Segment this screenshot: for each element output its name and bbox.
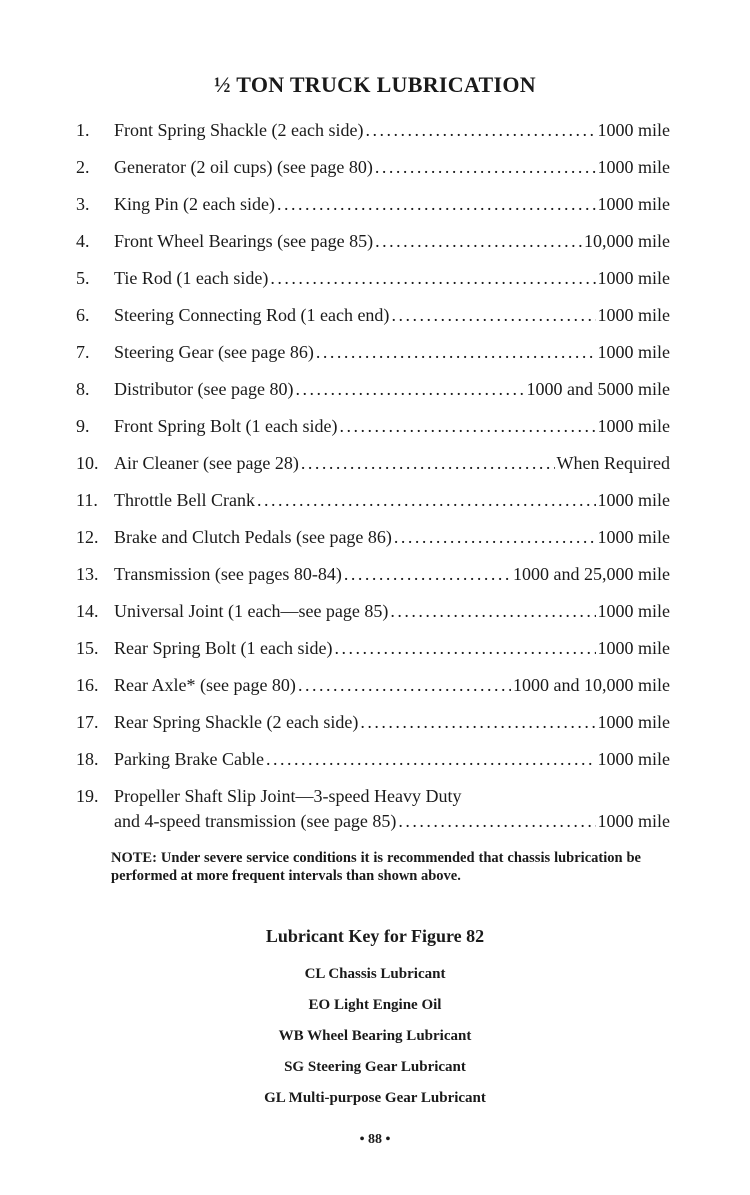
lubricant-key-item: SG Steering Gear Lubricant	[284, 1059, 466, 1075]
item-label: Air Cleaner (see page 28)	[114, 453, 299, 473]
item-label: Generator (2 oil cups) (see page 80)	[114, 157, 373, 177]
item-number: 16.	[76, 675, 99, 695]
list-item	[76, 379, 670, 416]
leader-dots	[375, 231, 582, 252]
leader-dots	[375, 157, 596, 178]
page-title: ½ TON TRUCK LUBRICATION	[214, 72, 536, 97]
item-interval: 1000 mile	[597, 749, 670, 769]
item-label: Tie Rod (1 each side)	[114, 268, 269, 288]
lubricant-key-item: CL Chassis Lubricant	[304, 966, 446, 982]
service-note: NOTE: Under severe service conditions it is recommended that chassis lubrication be performed at more frequent intervals than shown above.	[111, 850, 641, 884]
lubrication-list	[76, 120, 670, 832]
list-item	[76, 416, 670, 453]
list-item	[76, 453, 670, 490]
item-number: 7.	[76, 342, 90, 362]
item-interval: 1000 mile	[597, 527, 670, 547]
list-item	[76, 231, 670, 268]
item-label: Front Spring Bolt (1 each side)	[114, 416, 338, 436]
item-number: 14.	[76, 601, 99, 621]
list-item	[76, 638, 670, 675]
leader-dots	[257, 490, 596, 511]
leader-dots	[316, 342, 596, 363]
item-label: Throttle Bell Crank	[114, 490, 255, 510]
lubricant-key-title: Lubricant Key for Figure 82	[265, 926, 485, 946]
item-interval: When Required	[556, 453, 670, 473]
item-label: Rear Spring Shackle (2 each side)	[114, 712, 359, 732]
item-interval: 1000 mile	[597, 638, 670, 658]
item-label: Rear Axle* (see page 80)	[114, 675, 296, 695]
item-number: 18.	[76, 749, 99, 769]
item-interval: 1000 mile	[597, 490, 670, 510]
leader-dots	[344, 564, 511, 585]
list-item	[76, 120, 670, 157]
item-interval: 1000 and 25,000 mile	[513, 564, 670, 584]
item-label: Distributor (see page 80)	[114, 379, 294, 399]
leader-dots	[390, 601, 595, 622]
leader-dots	[398, 811, 595, 832]
leader-dots	[394, 527, 596, 548]
list-item	[76, 490, 670, 527]
item-number: 5.	[76, 268, 90, 288]
item-number: 3.	[76, 194, 90, 214]
item-label: Universal Joint (1 each—see page 85)	[114, 601, 389, 621]
list-item	[76, 675, 670, 712]
item-interval: 1000 mile	[597, 601, 670, 621]
item-number: 12.	[76, 527, 99, 547]
leader-dots	[277, 194, 596, 215]
item-label: Parking Brake Cable	[114, 749, 264, 769]
item-interval: 1000 mile	[597, 712, 670, 732]
list-item	[76, 786, 670, 832]
lubricant-key-item: WB Wheel Bearing Lubricant	[278, 1028, 472, 1044]
list-item	[76, 194, 670, 231]
list-item	[76, 527, 670, 564]
list-item	[76, 157, 670, 194]
leader-dots	[365, 120, 595, 141]
lubricant-key-item: GL Multi-purpose Gear Lubricant	[264, 1090, 486, 1106]
item-number: 8.	[76, 379, 90, 399]
list-item	[76, 712, 670, 749]
item-number: 17.	[76, 712, 99, 732]
leader-dots	[301, 453, 555, 474]
lubricant-key-item: EO Light Engine Oil	[308, 997, 442, 1013]
item-label: Front Spring Shackle (2 each side)	[114, 120, 364, 140]
item-number: 9.	[76, 416, 90, 436]
leader-dots	[339, 416, 595, 437]
list-item	[76, 268, 670, 305]
item-number: 13.	[76, 564, 99, 584]
item-interval: 10,000 mile	[584, 231, 670, 251]
item-label: Transmission (see pages 80-84)	[114, 564, 342, 584]
list-item	[76, 305, 670, 342]
item-interval: 1000 mile	[597, 811, 670, 831]
item-number: 2.	[76, 157, 90, 177]
leader-dots	[295, 379, 524, 400]
item-label: Steering Gear (see page 86)	[114, 342, 314, 362]
item-number: 15.	[76, 638, 99, 658]
list-item	[76, 342, 670, 379]
item-interval: 1000 mile	[597, 157, 670, 177]
item-number: 10.	[76, 453, 99, 473]
leader-dots	[266, 749, 596, 770]
item-label-continued: and 4-speed transmission (see page 85)	[114, 811, 397, 831]
item-label: King Pin (2 each side)	[114, 194, 275, 214]
item-label: Steering Connecting Rod (1 each end)	[114, 305, 390, 325]
item-interval: 1000 mile	[597, 416, 670, 436]
item-interval: 1000 and 10,000 mile	[513, 675, 670, 695]
item-number: 11.	[76, 490, 98, 510]
lubricant-key-list	[0, 966, 750, 1121]
item-interval: 1000 mile	[597, 342, 670, 362]
item-interval: 1000 mile	[597, 305, 670, 325]
item-interval: 1000 and 5000 mile	[526, 379, 670, 399]
item-label: Front Wheel Bearings (see page 85)	[114, 231, 374, 251]
leader-dots	[298, 675, 511, 696]
leader-dots	[334, 638, 595, 659]
list-item	[76, 749, 670, 786]
item-interval: 1000 mile	[597, 194, 670, 214]
leader-dots	[270, 268, 595, 289]
item-number: 6.	[76, 305, 90, 325]
item-interval: 1000 mile	[597, 120, 670, 140]
item-number: 1.	[76, 120, 90, 140]
list-item	[76, 564, 670, 601]
leader-dots	[360, 712, 595, 733]
item-number: 19.	[76, 786, 99, 806]
item-number: 4.	[76, 231, 90, 251]
leader-dots	[391, 305, 595, 326]
item-label: Rear Spring Bolt (1 each side)	[114, 638, 333, 658]
item-label: Brake and Clutch Pedals (see page 86)	[114, 527, 392, 547]
list-item	[76, 601, 670, 638]
item-label: Propeller Shaft Slip Joint—3-speed Heavy Duty	[114, 786, 462, 806]
page-number: • 88 •	[359, 1132, 391, 1147]
item-interval: 1000 mile	[597, 268, 670, 288]
